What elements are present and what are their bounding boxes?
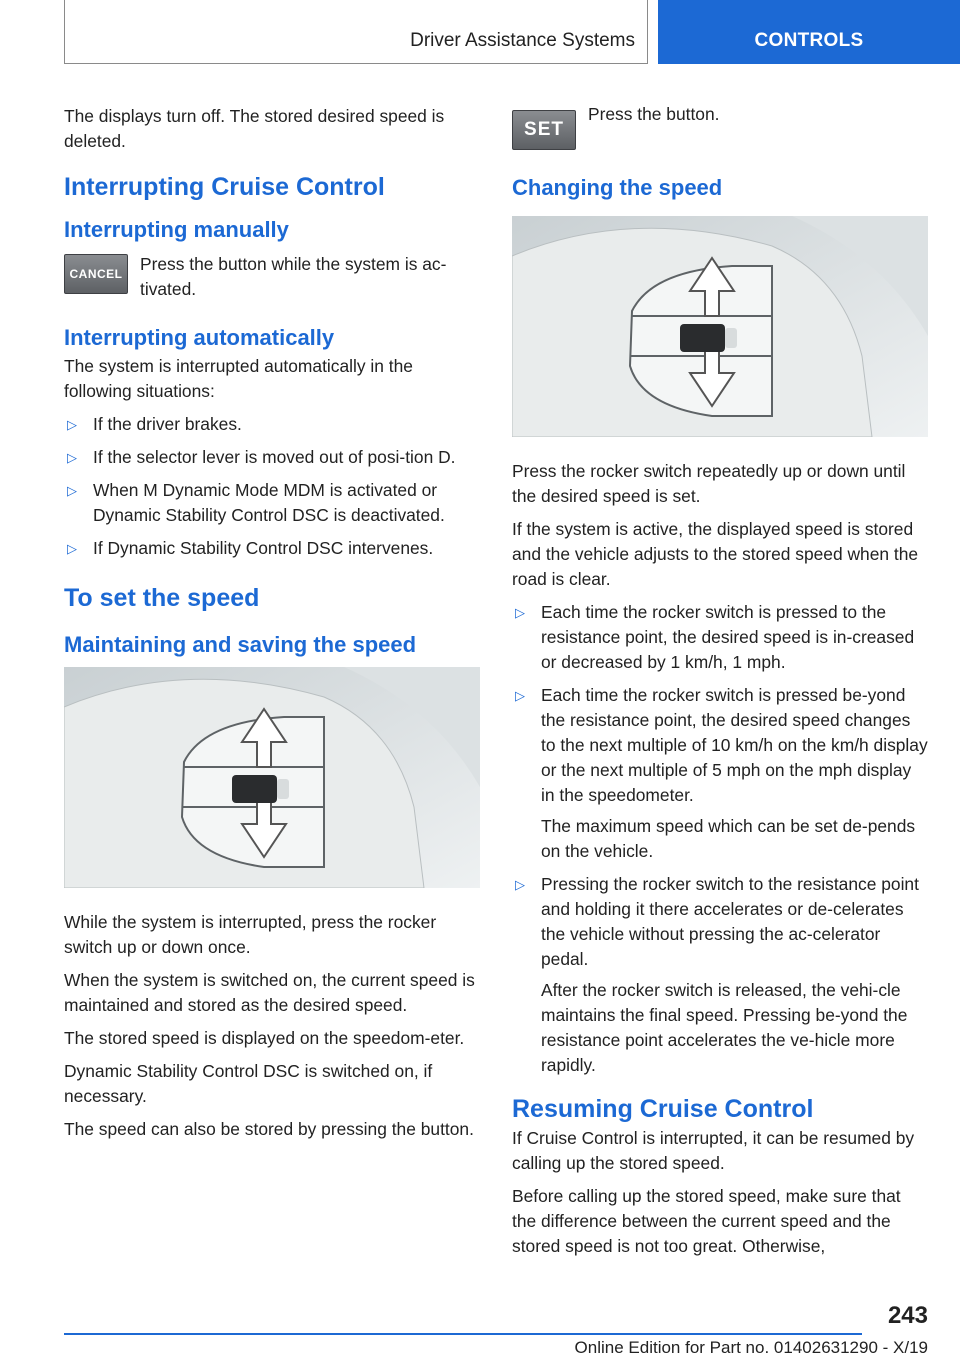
heading-maintaining-saving: Maintaining and saving the speed (64, 632, 417, 657)
triangle-bullet-icon: ▷ (515, 877, 525, 892)
list-item: ▷ When M Dynamic Mode MDM is activated or Dynamic Stability Control DSC is deactivated. (67, 480, 445, 525)
steering-wheel-rocker-switch-image (512, 216, 928, 437)
triangle-bullet-icon: ▷ (67, 541, 77, 556)
maintaining-para-3: The stored speed is displayed on the speedom‐eter. (64, 1028, 465, 1048)
speed-change-list (512, 600, 928, 1078)
changing-para-1: Press the rocker switch repeatedly up or down until the desired speed is set. (512, 461, 906, 506)
set-instruction (512, 104, 928, 150)
list-item: ▷ Pressing the rocker switch to the resistance point and holding it there accelerates or de‐celerates the vehicle without pressing the ac‐celerator pedal. After the rocker switch is released, the vehi‐cle maintains the final speed. Pressing be‐yond the resistance point accelerates the ve‐hicle more rapidly. (512, 872, 928, 1078)
maintaining-para-2: When the system is switched on, the current speed is maintained and stored as the desired speed. (64, 970, 475, 1015)
header-chapter-tab (658, 0, 960, 64)
automatically-text: The system is interrupted automatically in the following situations: (64, 356, 413, 401)
list-item: ▷ Each time the rocker switch is pressed to the resistance point, the desired speed is in‐creased or decreased by 1 km/h, 1 mph. (515, 602, 915, 672)
list-item: ▷ Each time the rocker switch is pressed be‐yond the resistance point, the desired speed changes to the next multiple of 10 km/h on the km/h display or the next multiple of 5 mph on the mph display in the speedometer. The maximum speed which can be set de‐pends on the vehicle. (512, 683, 928, 864)
heading-interrupting-automatically: Interrupting automatically (64, 325, 335, 350)
right-column (512, 104, 928, 1267)
heading-interrupting-manually: Interrupting manually (64, 217, 289, 242)
maintaining-para-1: While the system is interrupted, press the rocker switch up or down once. (64, 912, 437, 957)
left-column (64, 104, 480, 1150)
header-section-title: Driver Assistance Systems (410, 30, 635, 51)
triangle-bullet-icon: ▷ (67, 417, 77, 432)
changing-para-2: If the system is active, the displayed speed is stored and the vehicle adjusts to the stored speed when the road is clear. (512, 519, 919, 589)
triangle-bullet-icon: ▷ (515, 688, 525, 703)
cancel-button-icon: CANCEL (64, 254, 128, 294)
heading-changing-the-speed: Changing the speed (512, 175, 723, 200)
resuming-para-1: If Cruise Control is interrupted, it can be resumed by calling up the stored speed. (512, 1128, 915, 1173)
maintaining-para-4: Dynamic Stability Control DSC is switched on, if necessary. (64, 1061, 433, 1106)
set-text: Press the button. (588, 104, 720, 124)
list-item-note: After the rocker switch is released, the vehi‐cle maintains the final speed. Pressing be‐yond the resistance point accelerates the ve‐hicle more rapidly. (541, 980, 908, 1075)
set-button-icon: SET (512, 110, 576, 150)
list-item: ▷ If Dynamic Stability Control DSC intervenes. (64, 536, 480, 561)
header-chapter-label: CONTROLS (754, 30, 864, 51)
heading-interrupting-cruise-control: Interrupting Cruise Control (64, 173, 385, 201)
list-item: ▷ If the selector lever is moved out of posi‐tion D. (64, 445, 480, 470)
triangle-bullet-icon: ▷ (515, 605, 525, 620)
footer-divider (64, 1333, 862, 1335)
resuming-para-2: Before calling up the stored speed, make sure that the difference between the current speed and the stored speed is not too great. Otherwise, (512, 1186, 901, 1256)
triangle-bullet-icon: ▷ (67, 450, 77, 465)
intro-paragraph: The displays turn off. The stored desired speed is deleted. (64, 106, 445, 151)
heading-to-set-the-speed: To set the speed (64, 584, 260, 612)
triangle-bullet-icon: ▷ (67, 483, 77, 498)
manually-text: Press the button while the system is ac‐tivated. (140, 254, 447, 299)
maintaining-para-5: The speed can also be stored by pressing the button. (64, 1119, 474, 1139)
list-item-note: The maximum speed which can be set de‐pends on the vehicle. (541, 816, 916, 861)
steering-wheel-rocker-switch-image (64, 667, 480, 888)
heading-resuming-cruise-control: Resuming Cruise Control (512, 1095, 814, 1123)
cancel-instruction (64, 252, 480, 302)
list-item: ▷ If the driver brakes. (64, 412, 480, 437)
footer-edition: Online Edition for Part no. 01402631290 - X/19 (574, 1338, 928, 1357)
situations-list (64, 412, 480, 561)
page-number: 243 (887, 1302, 928, 1329)
